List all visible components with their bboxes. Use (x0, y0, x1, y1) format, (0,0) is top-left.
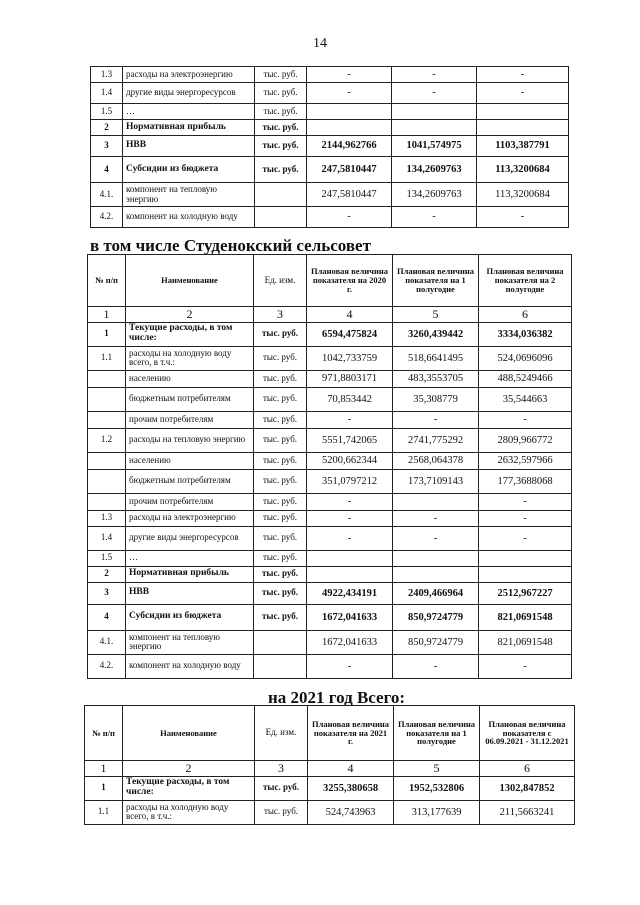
row-unit-cell: тыс. руб. (254, 346, 307, 370)
row-unit-cell: тыс. руб. (254, 604, 307, 630)
row-name-cell: Текущие расходы, в том числе: (126, 322, 254, 346)
header-plan-period: Плановая величина показателя с 06.09.2021 - 31.12.2021 (480, 706, 575, 761)
row-value-cell: 5551,742065 (307, 428, 393, 452)
row-unit-cell: тыс. руб. (254, 370, 307, 387)
studenok-table (87, 254, 572, 679)
row-number-cell: 1.3 (91, 67, 123, 83)
row-value-cell: 2568,064378 (393, 452, 479, 469)
index-cell: 2 (123, 761, 255, 777)
row-number-cell: 3 (91, 136, 123, 157)
row-unit-cell: тыс. руб. (254, 387, 307, 411)
index-cell: 6 (479, 307, 572, 323)
table-row (88, 566, 572, 582)
table-row (88, 604, 572, 630)
row-name-cell: населению (126, 452, 254, 469)
row-number-cell: 2 (91, 120, 123, 136)
table-row (88, 582, 572, 604)
section-title-2021: на 2021 год Всего: (268, 688, 406, 707)
row-name-cell: … (126, 550, 254, 566)
row-number-cell: 1.4 (88, 526, 126, 550)
row-value-cell: 2809,966772 (479, 428, 572, 452)
row-value-cell: 518,6641495 (393, 346, 479, 370)
table-row (91, 67, 569, 83)
row-value-cell: - (307, 207, 392, 228)
row-value-cell: 524,0696096 (479, 346, 572, 370)
table-row (88, 452, 572, 469)
year-2021-table (84, 705, 575, 825)
index-cell: 4 (307, 307, 393, 323)
row-value-cell: 2632,597966 (479, 452, 572, 469)
row-number-cell (88, 469, 126, 493)
header-name: Наименование (123, 706, 255, 761)
row-value-cell: - (393, 411, 479, 428)
row-name-cell: компонент на холодную воду (123, 207, 255, 228)
row-value-cell: - (477, 83, 569, 104)
index-cell: 4 (308, 761, 394, 777)
row-value-cell (393, 566, 479, 582)
table-row (88, 493, 572, 510)
row-name-cell: бюджетным потребителям (126, 387, 254, 411)
row-number-cell: 1.1 (88, 346, 126, 370)
row-value-cell (307, 550, 393, 566)
row-value-cell: - (307, 526, 393, 550)
row-value-cell: 821,0691548 (479, 604, 572, 630)
row-number-cell: 1.5 (91, 104, 123, 120)
table-header-row (85, 706, 575, 761)
row-value-cell: 2409,466964 (393, 582, 479, 604)
row-value-cell: - (307, 493, 393, 510)
row-number-cell: 4.2. (88, 654, 126, 678)
row-value-cell: - (307, 83, 392, 104)
row-number-cell: 3 (88, 582, 126, 604)
table-row (88, 411, 572, 428)
row-number-cell (88, 387, 126, 411)
table-row (88, 387, 572, 411)
row-value-cell: 850,9724779 (393, 630, 479, 654)
row-unit-cell (254, 654, 307, 678)
row-value-cell: 2144,962766 (307, 136, 392, 157)
row-number-cell: 1 (85, 776, 123, 800)
row-value-cell: 971,8803171 (307, 370, 393, 387)
row-unit-cell (255, 207, 307, 228)
table-row (88, 526, 572, 550)
row-unit-cell: тыс. руб. (254, 322, 307, 346)
row-value-cell: - (477, 207, 569, 228)
row-value-cell: - (392, 207, 477, 228)
row-value-cell: - (307, 654, 393, 678)
row-value-cell: 3260,439442 (393, 322, 479, 346)
index-cell: 2 (126, 307, 254, 323)
row-value-cell (392, 104, 477, 120)
index-cell: 3 (255, 761, 308, 777)
table-row (88, 346, 572, 370)
row-number-cell: 1.1 (85, 800, 123, 824)
row-unit-cell: тыс. руб. (254, 411, 307, 428)
row-unit-cell: тыс. руб. (254, 452, 307, 469)
table-row (85, 776, 575, 800)
row-unit-cell: тыс. руб. (254, 526, 307, 550)
table-header-row (88, 255, 572, 307)
table-row (88, 550, 572, 566)
table-index-row (88, 307, 572, 323)
row-value-cell: 35,308779 (393, 387, 479, 411)
row-unit-cell: тыс. руб. (255, 67, 307, 83)
header-plan-h1: Плановая величина показателя на 1 полугодие (394, 706, 480, 761)
row-value-cell (479, 566, 572, 582)
row-value-cell: 1952,532806 (394, 776, 480, 800)
row-value-cell: 1103,387791 (477, 136, 569, 157)
row-value-cell: - (479, 510, 572, 526)
header-number: № п/п (88, 255, 126, 307)
table-row (88, 428, 572, 452)
row-value-cell (477, 104, 569, 120)
index-cell: 6 (480, 761, 575, 777)
row-unit-cell: тыс. руб. (255, 136, 307, 157)
header-unit: Ед. изм. (254, 255, 307, 307)
header-plan-h1: Плановая величина показателя на 1 полугодие (393, 255, 479, 307)
row-name-cell: Нормативная прибыль (123, 120, 255, 136)
row-value-cell: - (393, 510, 479, 526)
row-value-cell: 1042,733759 (307, 346, 393, 370)
row-value-cell: 3334,036382 (479, 322, 572, 346)
row-value-cell: - (479, 493, 572, 510)
row-name-cell: Нормативная прибыль (126, 566, 254, 582)
row-value-cell: 483,3553705 (393, 370, 479, 387)
row-value-cell: 3255,380658 (308, 776, 394, 800)
table-row (91, 183, 569, 207)
row-value-cell: 211,5663241 (480, 800, 575, 824)
row-value-cell (307, 104, 392, 120)
row-value-cell: 313,177639 (394, 800, 480, 824)
table-row (91, 207, 569, 228)
row-name-cell: … (123, 104, 255, 120)
row-value-cell: - (477, 67, 569, 83)
row-number-cell: 4.2. (91, 207, 123, 228)
row-unit-cell: тыс. руб. (254, 493, 307, 510)
row-unit-cell: тыс. руб. (254, 469, 307, 493)
row-value-cell: 35,544663 (479, 387, 572, 411)
row-value-cell: 177,3688068 (479, 469, 572, 493)
table-row (88, 469, 572, 493)
row-value-cell (477, 120, 569, 136)
row-number-cell: 2 (88, 566, 126, 582)
row-name-cell: бюджетным потребителям (126, 469, 254, 493)
header-name: Наименование (126, 255, 254, 307)
row-value-cell (307, 120, 392, 136)
row-unit-cell: тыс. руб. (254, 550, 307, 566)
row-name-cell: другие виды энергоресурсов (123, 83, 255, 104)
row-value-cell: - (307, 510, 393, 526)
row-value-cell: 70,853442 (307, 387, 393, 411)
row-number-cell: 4.1. (88, 630, 126, 654)
row-value-cell (393, 493, 479, 510)
row-value-cell: - (393, 654, 479, 678)
row-value-cell (307, 566, 393, 582)
row-value-cell: 821,0691548 (479, 630, 572, 654)
row-value-cell: 173,7109143 (393, 469, 479, 493)
row-value-cell: 247,5810447 (307, 157, 392, 183)
row-unit-cell: тыс. руб. (255, 800, 308, 824)
row-value-cell: 2512,967227 (479, 582, 572, 604)
row-value-cell: - (392, 83, 477, 104)
table-row (85, 800, 575, 824)
row-number-cell: 1.4 (91, 83, 123, 104)
row-value-cell: 113,3200684 (477, 157, 569, 183)
row-value-cell: 488,5249466 (479, 370, 572, 387)
row-name-cell: расходы на электроэнергию (123, 67, 255, 83)
table-row (91, 157, 569, 183)
row-number-cell: 1.5 (88, 550, 126, 566)
table-row (88, 370, 572, 387)
row-name-cell: другие виды энергоресурсов (126, 526, 254, 550)
header-unit: Ед. изм. (255, 706, 308, 761)
row-value-cell: 134,2609763 (392, 157, 477, 183)
row-value-cell: - (479, 526, 572, 550)
row-value-cell: - (479, 654, 572, 678)
row-name-cell: расходы на холодную воду всего, в т.ч.: (123, 800, 255, 824)
row-value-cell: - (307, 411, 393, 428)
index-cell: 1 (85, 761, 123, 777)
table-row (88, 654, 572, 678)
row-number-cell: 1.3 (88, 510, 126, 526)
header-plan-year: Плановая величина показателя на 2021 г. (308, 706, 394, 761)
row-value-cell (479, 550, 572, 566)
row-unit-cell: тыс. руб. (254, 566, 307, 582)
row-value-cell: 113,3200684 (477, 183, 569, 207)
row-number-cell: 4 (88, 604, 126, 630)
row-value-cell: 6594,475824 (307, 322, 393, 346)
row-unit-cell: тыс. руб. (255, 776, 308, 800)
row-value-cell: 1041,574975 (392, 136, 477, 157)
row-number-cell: 4 (91, 157, 123, 183)
row-value-cell: 351,0797212 (307, 469, 393, 493)
row-name-cell: расходы на тепловую энергию (126, 428, 254, 452)
row-name-cell: НВВ (126, 582, 254, 604)
row-name-cell: Субсидии из бюджета (126, 604, 254, 630)
row-unit-cell: тыс. руб. (255, 120, 307, 136)
row-value-cell: 524,743963 (308, 800, 394, 824)
row-unit-cell: тыс. руб. (254, 428, 307, 452)
row-value-cell: 1672,041633 (307, 630, 393, 654)
header-plan-h2: Плановая величина показателя на 2 полугодие (479, 255, 572, 307)
top-continuation-table (90, 66, 569, 228)
table-index-row (85, 761, 575, 777)
row-name-cell: Текущие расходы, в том числе: (123, 776, 255, 800)
row-unit-cell: тыс. руб. (255, 157, 307, 183)
table-row (91, 83, 569, 104)
row-value-cell: 850,9724779 (393, 604, 479, 630)
row-number-cell: 4.1. (91, 183, 123, 207)
index-cell: 5 (394, 761, 480, 777)
row-name-cell: прочим потребителям (126, 411, 254, 428)
row-value-cell (392, 120, 477, 136)
row-unit-cell (255, 183, 307, 207)
row-number-cell (88, 370, 126, 387)
row-value-cell: 1302,847852 (480, 776, 575, 800)
row-name-cell: расходы на холодную воду всего, в т.ч.: (126, 346, 254, 370)
table-row (91, 136, 569, 157)
table-row (88, 630, 572, 654)
row-value-cell: 134,2609763 (392, 183, 477, 207)
index-cell: 3 (254, 307, 307, 323)
row-unit-cell: тыс. руб. (255, 104, 307, 120)
row-name-cell: НВВ (123, 136, 255, 157)
row-value-cell (393, 550, 479, 566)
row-unit-cell (254, 630, 307, 654)
row-name-cell: компонент на тепловую энергию (123, 183, 255, 207)
row-name-cell: прочим потребителям (126, 493, 254, 510)
row-unit-cell: тыс. руб. (254, 510, 307, 526)
row-number-cell: 1 (88, 322, 126, 346)
row-name-cell: населению (126, 370, 254, 387)
row-name-cell: компонент на тепловую энергию (126, 630, 254, 654)
table-row (88, 322, 572, 346)
row-value-cell: - (392, 67, 477, 83)
row-value-cell: 1672,041633 (307, 604, 393, 630)
header-number: № п/п (85, 706, 123, 761)
row-value-cell: 5200,662344 (307, 452, 393, 469)
row-name-cell: компонент на холодную воду (126, 654, 254, 678)
row-name-cell: расходы на электроэнергию (126, 510, 254, 526)
row-number-cell (88, 411, 126, 428)
index-cell: 5 (393, 307, 479, 323)
table-row (88, 510, 572, 526)
row-value-cell: - (479, 411, 572, 428)
index-cell: 1 (88, 307, 126, 323)
row-number-cell (88, 493, 126, 510)
section-title-studenok: в том числе Студенокский сельсовет (90, 236, 371, 255)
page-number: 14 (313, 36, 327, 51)
row-value-cell: 4922,434191 (307, 582, 393, 604)
table-row (91, 104, 569, 120)
row-number-cell (88, 452, 126, 469)
row-value-cell: 2741,775292 (393, 428, 479, 452)
row-unit-cell: тыс. руб. (254, 582, 307, 604)
row-unit-cell: тыс. руб. (255, 83, 307, 104)
row-value-cell: - (307, 67, 392, 83)
row-value-cell: 247,5810447 (307, 183, 392, 207)
header-plan-year: Плановая величина показателя на 2020 г. (307, 255, 393, 307)
row-value-cell: - (393, 526, 479, 550)
table-row (91, 120, 569, 136)
row-number-cell: 1.2 (88, 428, 126, 452)
row-name-cell: Субсидии из бюджета (123, 157, 255, 183)
